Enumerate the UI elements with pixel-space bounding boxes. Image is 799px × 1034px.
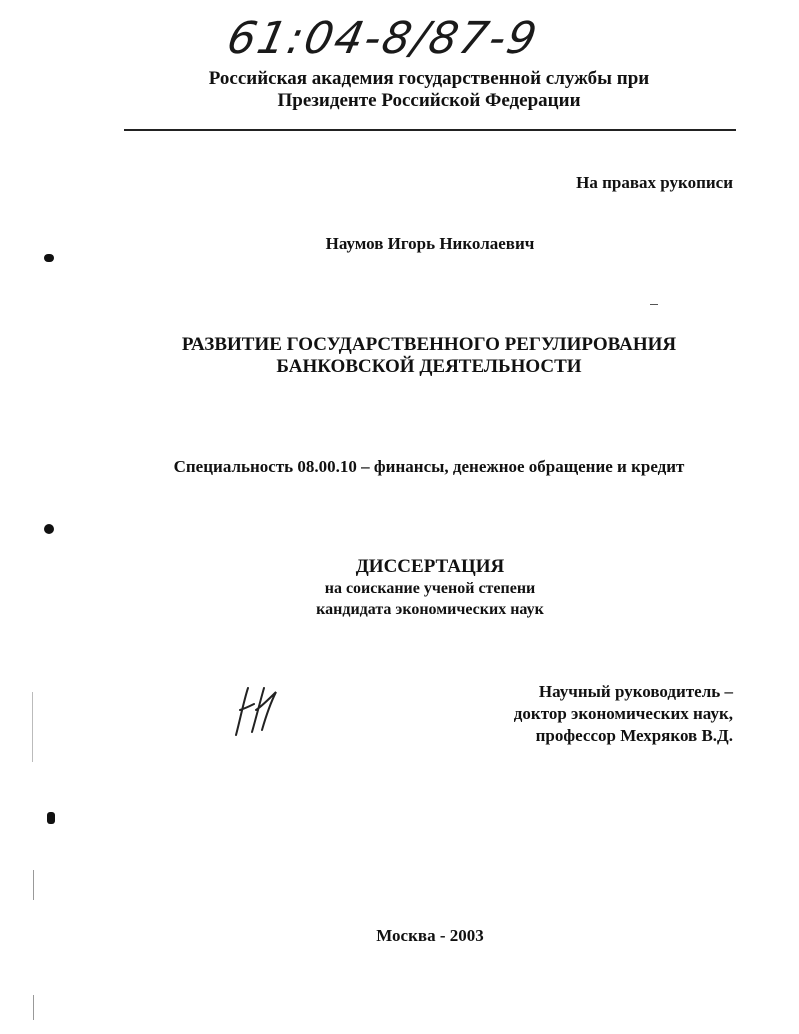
specialty-line: Специальность 08.00.10 – финансы, денежное обращение и кредит (173, 457, 685, 476)
title-line-1: РАЗВИТИЕ ГОСУДАРСТВЕННОГО РЕГУЛИРОВАНИЯ (181, 334, 677, 355)
scientific-advisor (393, 681, 733, 747)
header-divider (124, 129, 736, 131)
advisor-line-3: профессор Мехряков В.Д. (535, 726, 733, 745)
dissertation-block (180, 556, 680, 620)
handwritten-signature (226, 680, 296, 740)
organization-line-2: Президенте Российской Федерации (277, 90, 581, 111)
scan-speck (32, 692, 33, 762)
organization-line-1: Российская академия государственной службы при (208, 68, 650, 89)
degree-line-1: на соискание ученой степени (324, 580, 536, 597)
scan-speck (33, 995, 34, 1020)
scan-speck (650, 304, 658, 305)
work-type: ДИССЕРТАЦИЯ (355, 556, 505, 577)
binding-hole-mark (44, 524, 54, 534)
advisor-line-1: Научный руководитель – (538, 682, 733, 701)
author-name: Наумов Игорь Николаевич (325, 234, 535, 253)
dissertation-title (120, 334, 738, 378)
title-line-2: БАНКОВСКОЙ ДЕЯТЕЛЬНОСТИ (276, 356, 582, 377)
rights-notice: На правах рукописи (576, 173, 733, 192)
city-year: Москва - 2003 (376, 926, 484, 945)
handwritten-archive-number: 61:04-8/87-9 (222, 13, 543, 64)
binding-hole-mark (47, 812, 55, 824)
degree-line-2: кандидата экономических наук (316, 601, 544, 618)
binding-hole-mark (44, 254, 54, 262)
organization-name (120, 68, 738, 112)
scan-speck (33, 870, 34, 900)
advisor-line-2: доктор экономических наук, (513, 704, 733, 723)
